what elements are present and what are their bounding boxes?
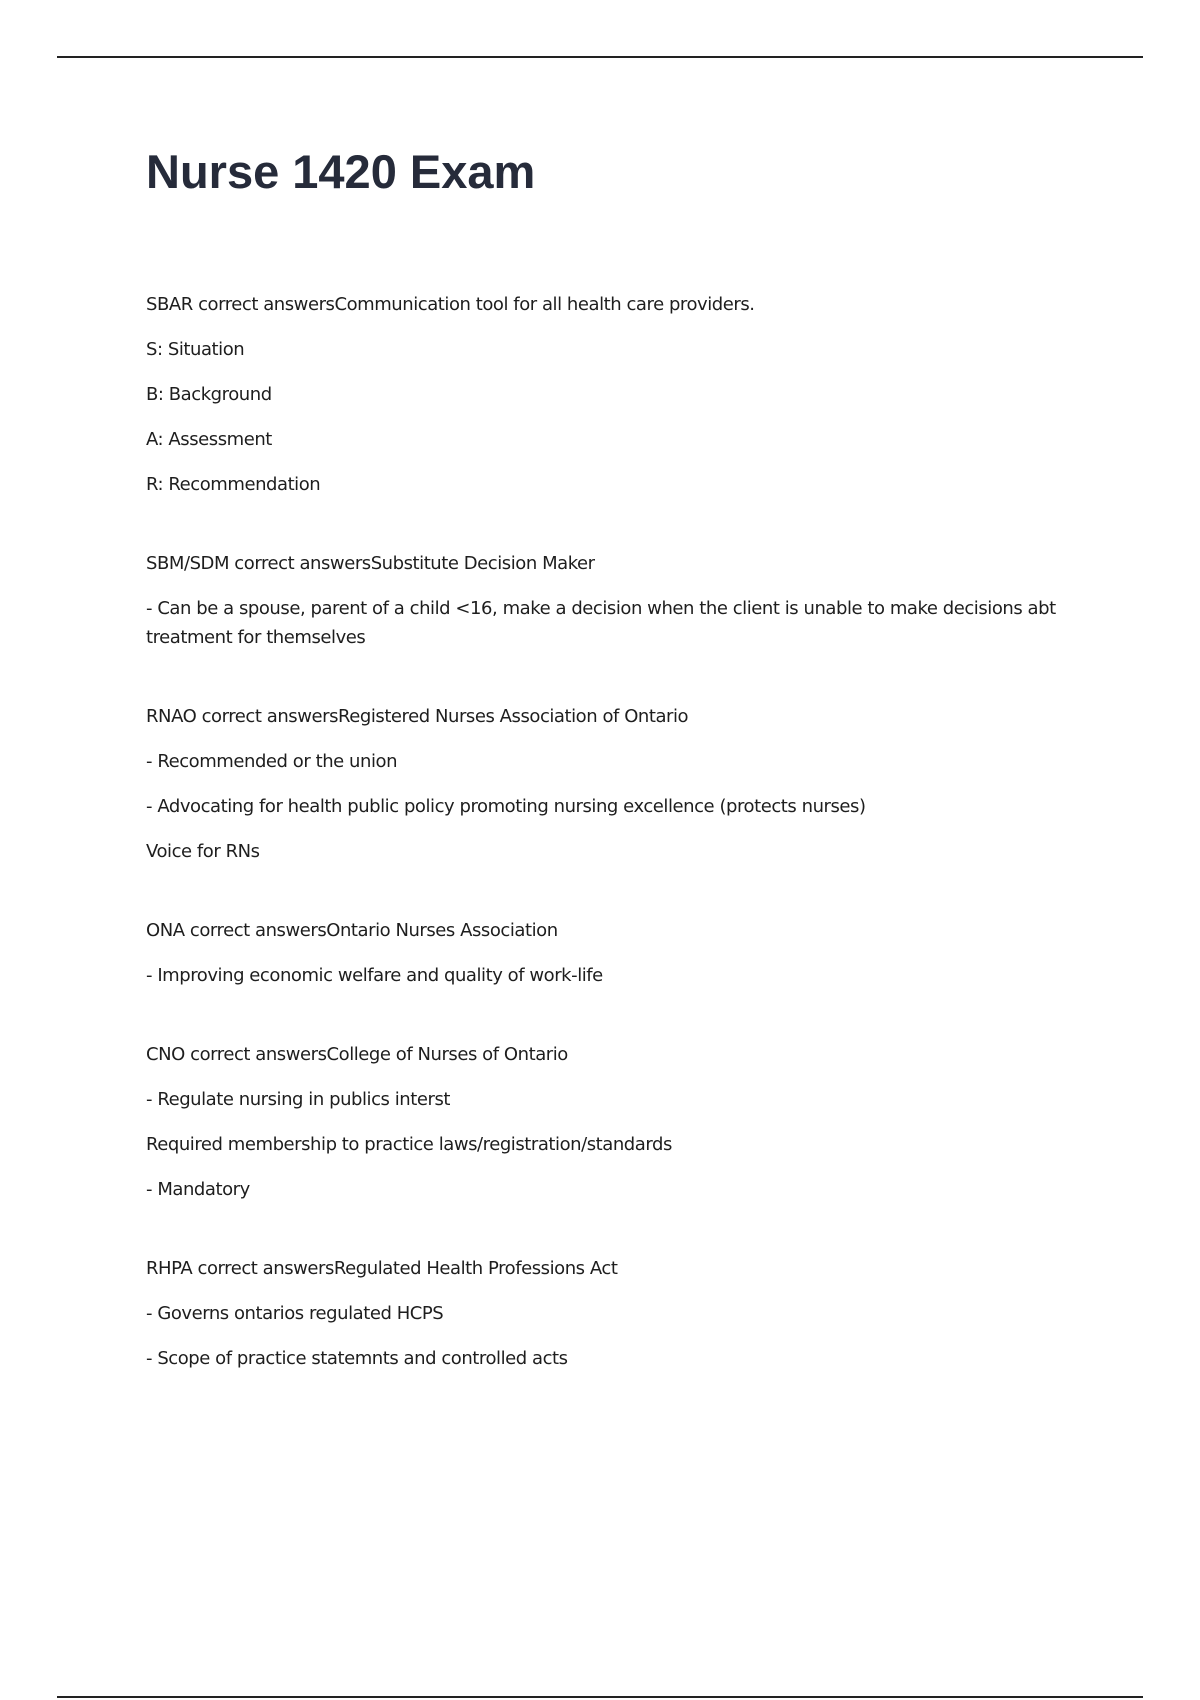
entry-sbar	[146, 290, 1096, 499]
entry-sbm-sdm	[146, 549, 1096, 652]
entry-line: - Mandatory	[146, 1179, 250, 1200]
entry-line: SBAR correct answersCommunication tool for all health care providers.	[146, 294, 755, 315]
entry-line: B: Background	[146, 384, 272, 405]
entry-line: - Regulate nursing in publics interst	[146, 1089, 450, 1110]
top-rule	[57, 56, 1143, 58]
page-title: Nurse 1420 Exam	[146, 145, 536, 198]
entry-line: - Advocating for health public policy promoting nursing excellence (protects nurses)	[146, 796, 866, 817]
entry-line: - Governs ontarios regulated HCPS	[146, 1303, 444, 1324]
entry-line: - Scope of practice statemnts and controlled acts	[146, 1348, 568, 1369]
entry-line: A: Assessment	[146, 429, 272, 450]
entry-rnao	[146, 702, 1096, 866]
entry-list	[146, 290, 1096, 1423]
bottom-rule	[57, 1696, 1143, 1698]
entry-line: S: Situation	[146, 339, 245, 360]
entry-line: - Improving economic welfare and quality of work-life	[146, 965, 603, 986]
entry-line: Required membership to practice laws/registration/standards	[146, 1134, 672, 1155]
entry-line: R: Recommendation	[146, 474, 321, 495]
entry-ona	[146, 916, 1096, 990]
entry-line: RHPA correct answersRegulated Health Professions Act	[146, 1258, 618, 1279]
entry-line: RNAO correct answersRegistered Nurses Association of Ontario	[146, 706, 689, 727]
entry-line: - Recommended or the union	[146, 751, 398, 772]
entry-cno	[146, 1040, 1096, 1204]
entry-rhpa	[146, 1254, 1096, 1373]
entry-line: SBM/SDM correct answersSubstitute Decision Maker	[146, 553, 595, 574]
entry-line: CNO correct answersCollege of Nurses of Ontario	[146, 1044, 568, 1065]
entry-line: - Can be a spouse, parent of a child <16, make a decision when the client is unable to make decisions abt treatment for themselves	[146, 598, 1056, 648]
entry-line: Voice for RNs	[146, 841, 260, 862]
entry-line: ONA correct answersOntario Nurses Association	[146, 920, 558, 941]
